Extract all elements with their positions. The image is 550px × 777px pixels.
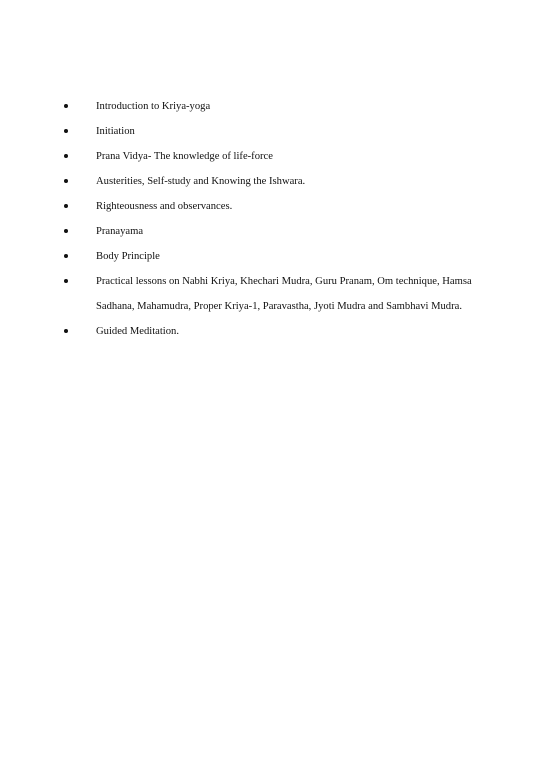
list-item [64,144,504,169]
bullet-icon [64,254,68,258]
bullet-icon [64,229,68,233]
list-item-text: Introduction to Kriya-yoga [96,101,211,112]
list-item [64,269,504,319]
list-item-text: Austerities, Self-study and Knowing the Ishwara. [96,176,306,187]
list-item-continuation: Sadhana, Mahamudra, Proper Kriya-1, Paravastha, Jyoti Mudra and Sambhavi Mudra. [96,301,462,312]
bullet-icon [64,279,68,283]
bullet-icon [64,129,68,133]
list-item [64,244,504,269]
bullet-icon [64,204,68,208]
list-item [64,194,504,219]
list-item-text: Practical lessons on Nabhi Kriya, Khechari Mudra, Guru Pranam, Om technique, Hamsa [96,276,472,287]
list-item [64,219,504,244]
bullet-icon [64,104,68,108]
list-item [64,119,504,144]
list-item-text: Prana Vidya- The knowledge of life-force [96,151,273,162]
list-item-text: Pranayama [96,226,144,237]
bullet-icon [64,179,68,183]
list-item [64,94,504,119]
list-item-text: Initiation [96,126,135,137]
list-item [64,319,504,344]
list-item [64,169,504,194]
topic-list [64,94,504,344]
bullet-icon [64,329,68,333]
bullet-icon [64,154,68,158]
list-item-text: Body Principle [96,251,160,262]
list-item-text: Guided Meditation. [96,326,179,337]
list-item-text: Righteousness and observances. [96,201,233,212]
